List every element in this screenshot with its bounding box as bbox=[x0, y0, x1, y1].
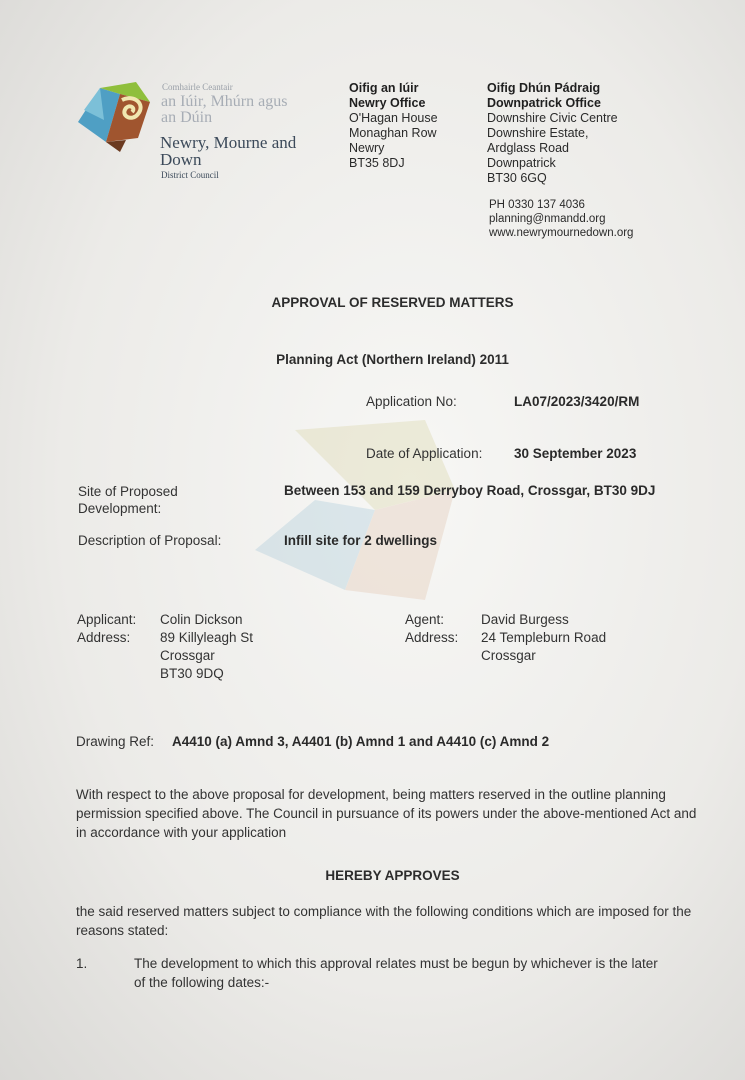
council-district-label: District Council bbox=[161, 170, 219, 180]
agent-label: Agent: bbox=[405, 612, 445, 627]
agent-address-label: Address: bbox=[405, 630, 459, 645]
condition-text: The development to which this approval relates must be begun by whichever is the later of the following dates:- bbox=[134, 956, 658, 990]
application-no-label: Application No: bbox=[366, 394, 457, 409]
council-gaelic-small: Comhairle Ceantair bbox=[162, 82, 233, 92]
newry-office-address-line: BT35 8DJ bbox=[349, 156, 405, 170]
agent-address-line: 24 Templeburn Road bbox=[481, 630, 607, 645]
condition-number: 1. bbox=[76, 956, 88, 971]
applicant-name: Colin Dickson bbox=[160, 612, 243, 627]
agent-labels bbox=[405, 611, 458, 647]
downpatrick-office-irish: Oifig Dhún Pádraig bbox=[487, 81, 601, 95]
downpatrick-office-address-line: Downshire Estate, bbox=[487, 126, 589, 140]
application-date-label: Date of Application: bbox=[366, 446, 483, 461]
drawing-ref-label: Drawing Ref: bbox=[76, 734, 155, 749]
downpatrick-office-block bbox=[487, 81, 618, 186]
proposal-value: Infill site for 2 dwellings bbox=[284, 533, 438, 548]
agent-details bbox=[481, 611, 606, 665]
applicant-labels bbox=[77, 611, 136, 647]
downpatrick-office-address-line: Downshire Civic Centre bbox=[487, 111, 618, 125]
applicant-address-line: BT30 9DQ bbox=[160, 666, 224, 681]
newry-office-address-line: O'Hagan House bbox=[349, 111, 438, 125]
site-label bbox=[78, 483, 178, 517]
hereby-approves-heading: HEREBY APPROVES bbox=[325, 868, 460, 883]
application-no-value: LA07/2023/3420/RM bbox=[514, 394, 640, 409]
newry-office-block bbox=[349, 81, 438, 171]
council-logo-icon bbox=[76, 80, 156, 154]
subject-paragraph: the said reserved matters subject to compliance with the following conditions which are imposed for the reasons stated: bbox=[76, 904, 692, 938]
downpatrick-office-english: Downpatrick Office bbox=[487, 96, 601, 110]
downpatrick-office-address-line: Ardglass Road bbox=[487, 141, 569, 155]
application-date-value: 30 September 2023 bbox=[514, 446, 637, 461]
contact-website: www.newrymournedown.org bbox=[489, 227, 634, 239]
newry-office-address-line: Monaghan Row bbox=[349, 126, 437, 140]
newry-office-english: Newry Office bbox=[349, 96, 426, 110]
approval-heading: APPROVAL OF RESERVED MATTERS bbox=[271, 295, 514, 310]
drawing-ref-value: A4410 (a) Amnd 3, A4401 (b) Amnd 1 and A4410 (c) Amnd 2 bbox=[172, 734, 550, 749]
intro-paragraph: With respect to the above proposal for development, being matters reserved in the outline planning permission specified above. The Council in pursuance of its powers under the above-mentioned Act and in accordance with your application bbox=[76, 787, 697, 840]
agent-name: David Burgess bbox=[481, 612, 569, 627]
contact-email: planning@nmandd.org bbox=[489, 213, 606, 225]
downpatrick-office-address-line: BT30 6GQ bbox=[487, 171, 547, 185]
newry-office-irish: Oifig an Iúir bbox=[349, 81, 419, 95]
site-label-line: Site of Proposed bbox=[78, 484, 178, 499]
proposal-label: Description of Proposal: bbox=[78, 533, 222, 548]
contact-block bbox=[489, 198, 633, 240]
site-label-line: Development: bbox=[78, 501, 162, 516]
applicant-label: Applicant: bbox=[77, 612, 137, 627]
act-heading: Planning Act (Northern Ireland) 2011 bbox=[276, 352, 509, 367]
applicant-address-line: 89 Killyleagh St bbox=[160, 630, 254, 645]
agent-address-line: Crossgar bbox=[481, 648, 536, 663]
council-english-name: Newry, Mourne and Down bbox=[160, 133, 297, 169]
contact-phone: PH 0330 137 4036 bbox=[489, 199, 585, 211]
site-value: Between 153 and 159 Derryboy Road, Crossgar, BT30 9DJ bbox=[284, 483, 656, 498]
applicant-details bbox=[160, 611, 253, 683]
applicant-address-line: Crossgar bbox=[160, 648, 215, 663]
downpatrick-office-address-line: Downpatrick bbox=[487, 156, 556, 170]
applicant-address-label: Address: bbox=[77, 630, 131, 645]
newry-office-address-line: Newry bbox=[349, 141, 385, 155]
council-gaelic-name: an Iúir, Mhúrn agus an Dúin bbox=[161, 93, 288, 126]
